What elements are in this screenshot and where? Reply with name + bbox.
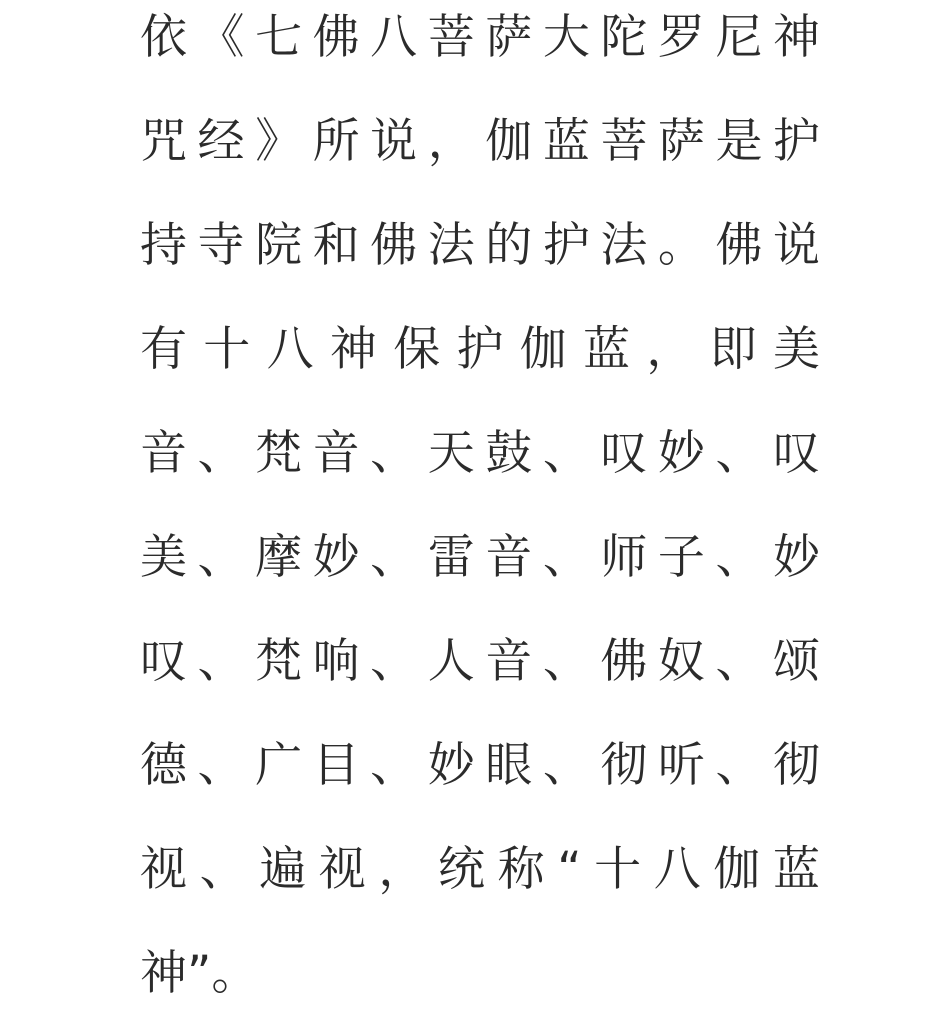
paragraph-line-9: 视、遍视，统称“十八伽蓝 [140, 842, 820, 897]
paragraph-line-6: 美、摩妙、雷音、师子、妙 [140, 530, 820, 585]
paragraph-line-5: 音、梵音、天鼓、叹妙、叹 [140, 426, 820, 481]
paragraph-line-10: 神”。 [140, 946, 259, 1001]
paragraph-line-8: 德、广目、妙眼、彻听、彻 [140, 738, 820, 793]
paragraph-line-3: 持寺院和佛法的护法。佛说 [140, 218, 820, 273]
paragraph-line-4: 有十八神保护伽蓝，即美 [140, 322, 820, 377]
paragraph-line-7: 叹、梵响、人音、佛奴、颂 [140, 634, 820, 689]
paragraph-line-2: 咒经》所说，伽蓝菩萨是护 [140, 114, 820, 169]
paragraph-line-1: 依《七佛八菩萨大陀罗尼神 [140, 10, 820, 65]
